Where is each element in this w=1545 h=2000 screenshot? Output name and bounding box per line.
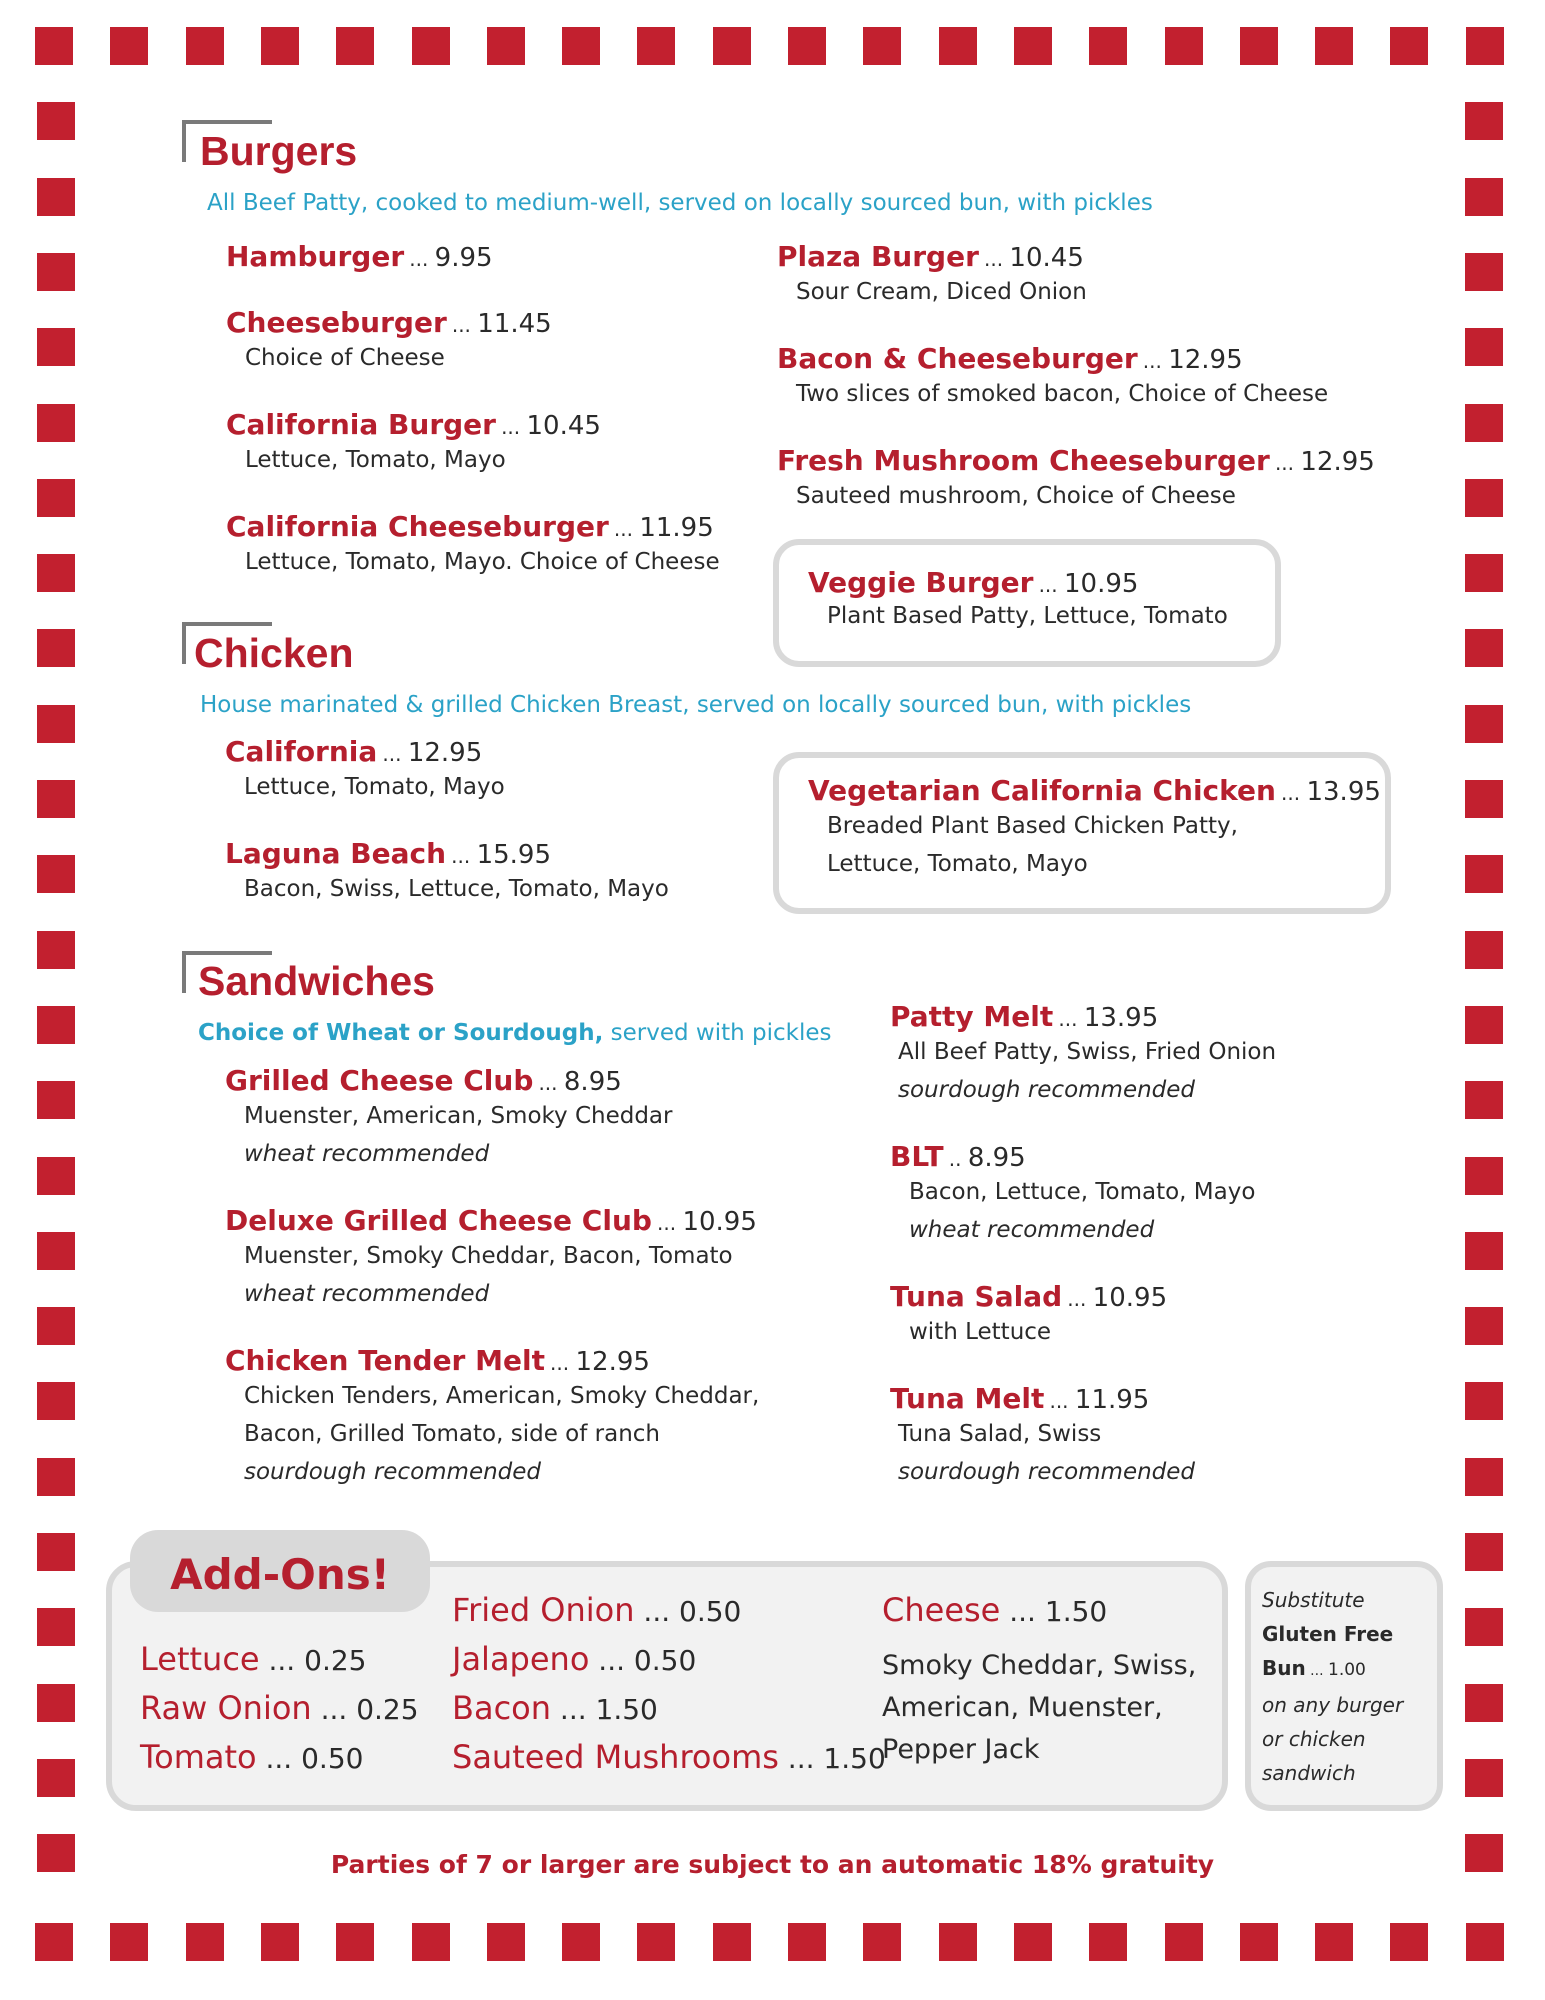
addon-item [452, 1640, 696, 1678]
addon-item [882, 1591, 1107, 1629]
item-dots: ... [538, 1071, 564, 1095]
border-square [37, 1232, 75, 1270]
item-price: 10.95 [1064, 569, 1139, 599]
gf-dots: ... [1305, 1663, 1328, 1679]
border-square [37, 178, 75, 216]
item-name: Tuna Salad [890, 1280, 1063, 1313]
border-square [37, 253, 75, 291]
menu-item [777, 444, 1375, 515]
menu-item [226, 408, 601, 479]
item-name: Hamburger [226, 240, 405, 273]
menu-item [225, 837, 669, 908]
border-square [1465, 1608, 1503, 1646]
border-square [37, 1307, 75, 1345]
border-square [37, 1006, 75, 1044]
addon-dots: ... [778, 1742, 824, 1775]
item-price: 8.95 [563, 1067, 622, 1097]
border-square [939, 1923, 977, 1961]
item-dots: ... [451, 313, 478, 337]
item-price: 12.95 [407, 738, 483, 768]
item-description: Muenster, American, Smoky Cheddar [244, 1103, 673, 1129]
menu-item [225, 1344, 759, 1491]
subtitle-rest: served with pickles [610, 1020, 832, 1046]
border-square [37, 1382, 75, 1420]
gf-line: Substitute [1262, 1588, 1365, 1612]
border-square [1165, 27, 1203, 65]
burgers-section-title: Burgers [200, 128, 358, 174]
addon-price: 0.25 [304, 1644, 367, 1677]
item-price: 10.45 [1009, 243, 1084, 273]
border-square [186, 1923, 224, 1961]
item-name: California Cheeseburger [226, 510, 609, 543]
border-square [863, 1923, 901, 1961]
border-square [713, 27, 751, 65]
border-square [37, 554, 75, 592]
border-square [1465, 705, 1503, 743]
item-dots: ... [1067, 1287, 1093, 1311]
addon-price: 0.25 [356, 1693, 419, 1726]
addon-item [452, 1591, 741, 1629]
item-recommendation: sourdough recommended [244, 1459, 542, 1485]
menu-item [777, 240, 1087, 311]
item-price: 11.95 [639, 513, 714, 543]
item-price: 8.95 [967, 1143, 1026, 1173]
item-dots: ... [409, 247, 435, 271]
addon-name: Tomato [140, 1738, 257, 1776]
addon-price: 1.50 [1044, 1595, 1108, 1628]
border-square [1465, 855, 1503, 893]
menu-item [808, 566, 1228, 633]
item-dots: ... [382, 742, 408, 766]
item-name: Bacon & Cheeseburger [777, 342, 1138, 375]
gf-line: on any burger [1262, 1693, 1404, 1717]
item-dots: .. [948, 1147, 968, 1171]
item-name: Veggie Burger [808, 566, 1034, 599]
border-square [939, 27, 977, 65]
border-square [37, 1081, 75, 1119]
menu-item [225, 1064, 673, 1173]
item-description: Sauteed mushroom, Choice of Cheese [796, 483, 1236, 509]
border-square [637, 27, 675, 65]
border-square [1465, 1157, 1503, 1195]
border-square [37, 1759, 75, 1797]
item-recommendation: wheat recommended [244, 1141, 490, 1167]
border-square [37, 479, 75, 517]
chicken-section-title: Chicken [194, 630, 354, 676]
border-square [186, 27, 224, 65]
item-dots: ... [1281, 781, 1307, 805]
gluten-free-note [1262, 1583, 1403, 1790]
addon-price: 0.50 [301, 1742, 364, 1775]
item-dots: ... [983, 247, 1010, 271]
border-square [37, 780, 75, 818]
addon-name: Bacon [452, 1689, 552, 1727]
item-price: 12.95 [1300, 447, 1375, 477]
border-square [1465, 1759, 1503, 1797]
border-square [1089, 27, 1127, 65]
addon-dots: ... [551, 1693, 596, 1726]
border-square [1465, 1458, 1503, 1496]
item-recommendation: wheat recommended [244, 1281, 490, 1307]
item-description: Choice of Cheese [245, 345, 445, 371]
item-description: with Lettuce [909, 1319, 1052, 1345]
item-name: Fresh Mushroom Cheeseburger [777, 444, 1270, 477]
item-name: Grilled Cheese Club [225, 1064, 534, 1097]
border-square [637, 1923, 675, 1961]
border-square [788, 1923, 826, 1961]
addon-price: 0.50 [679, 1595, 742, 1628]
item-price: 11.95 [1074, 1385, 1150, 1415]
border-square [1465, 1533, 1503, 1571]
item-dots: ... [613, 517, 640, 541]
item-name: BLT [890, 1140, 944, 1173]
border-square [37, 1608, 75, 1646]
gf-price: 1.00 [1328, 1660, 1366, 1680]
addon-dots: ... [311, 1693, 357, 1726]
border-square [1465, 1232, 1503, 1270]
border-square [1465, 253, 1503, 291]
item-price: 10.95 [682, 1207, 757, 1237]
border-square [336, 27, 374, 65]
border-square [37, 1684, 75, 1722]
addon-price: 0.50 [633, 1644, 697, 1677]
item-price: 10.95 [1092, 1283, 1168, 1313]
item-description: Bacon, Lettuce, Tomato, Mayo [909, 1179, 1256, 1205]
border-square [37, 102, 75, 140]
gf-line: sandwich [1262, 1761, 1356, 1785]
addon-price: 1.50 [595, 1693, 658, 1726]
gf-bun-label: Bun [1262, 1656, 1306, 1680]
border-square [1240, 1923, 1278, 1961]
addon-item [140, 1640, 366, 1678]
border-square [1465, 1382, 1503, 1420]
sandwiches-section-title: Sandwiches [198, 958, 435, 1004]
menu-item [890, 1140, 1255, 1249]
border-square [1165, 1923, 1203, 1961]
item-name: Tuna Melt [890, 1382, 1045, 1415]
border-square [1465, 931, 1503, 969]
item-description: Lettuce, Tomato, Mayo. Choice of Cheese [245, 549, 720, 575]
addon-item [452, 1689, 658, 1727]
addon-dots: ... [1000, 1595, 1045, 1628]
addon-item [140, 1738, 363, 1776]
menu-item [890, 1280, 1167, 1351]
item-name: Cheeseburger [226, 306, 447, 339]
addon-dots: ... [589, 1644, 634, 1677]
border-square [487, 1923, 525, 1961]
item-name: Laguna Beach [225, 837, 447, 870]
gratuity-notice: Parties of 7 or larger are subject to an automatic 18% gratuity [330, 1850, 1215, 1879]
border-square [37, 328, 75, 366]
item-description: Lettuce, Tomato, Mayo [245, 447, 506, 473]
item-description: Two slices of smoked bacon, Choice of Cheese [796, 381, 1329, 407]
item-price: 12.95 [575, 1347, 650, 1377]
menu-item [226, 510, 720, 581]
addon-name: Cheese [882, 1591, 1001, 1629]
border-square [1315, 1923, 1353, 1961]
border-square [37, 855, 75, 893]
item-dots: ... [1142, 349, 1169, 373]
border-square [35, 1923, 73, 1961]
border-square [713, 1923, 751, 1961]
addons-title: Add-Ons! [170, 1550, 390, 1599]
menu-item [226, 240, 493, 273]
addon-name: Raw Onion [140, 1689, 312, 1727]
item-name: Plaza Burger [777, 240, 979, 273]
item-description: Lettuce, Tomato, Mayo [244, 774, 505, 800]
border-square [487, 27, 525, 65]
cheese-types-line: Smoky Cheddar, Swiss, [882, 1650, 1197, 1681]
border-square [412, 27, 450, 65]
item-description: Sour Cream, Diced Onion [796, 279, 1087, 305]
item-name: California Burger [226, 408, 496, 441]
border-square [1466, 27, 1504, 65]
item-dots: ... [657, 1211, 683, 1235]
item-name: Deluxe Grilled Cheese Club [225, 1204, 652, 1237]
border-square [1465, 554, 1503, 592]
item-dots: ... [1274, 451, 1301, 475]
menu-item [225, 1204, 757, 1313]
addon-dots: ... [256, 1742, 302, 1775]
border-square [788, 27, 826, 65]
border-square [1466, 1923, 1504, 1961]
menu-item [777, 342, 1328, 413]
item-description: Bacon, Grilled Tomato, side of ranch [244, 1421, 660, 1447]
border-square [35, 27, 73, 65]
border-square [1465, 1684, 1503, 1722]
border-square [412, 1923, 450, 1961]
item-description: Plant Based Patty, Lettuce, Tomato [827, 603, 1228, 629]
item-dots: ... [451, 844, 477, 868]
addon-name: Lettuce [140, 1640, 260, 1678]
item-recommendation: wheat recommended [909, 1217, 1155, 1243]
addon-price: 1.50 [823, 1742, 886, 1775]
addon-item [452, 1738, 886, 1776]
item-price: 13.95 [1083, 1003, 1159, 1033]
border-square [1014, 27, 1052, 65]
border-square [863, 27, 901, 65]
item-recommendation: sourdough recommended [898, 1459, 1196, 1485]
gf-line: or chicken [1262, 1727, 1366, 1751]
item-description: Tuna Salad, Swiss [898, 1421, 1102, 1447]
addon-item [140, 1689, 419, 1727]
border-square [37, 404, 75, 442]
border-square [562, 1923, 600, 1961]
cheese-types [882, 1645, 1196, 1771]
border-square [110, 1923, 148, 1961]
border-square [1240, 27, 1278, 65]
border-square [1390, 1923, 1428, 1961]
item-dots: ... [1058, 1007, 1084, 1031]
border-square [1465, 1081, 1503, 1119]
item-price: 12.95 [1168, 345, 1243, 375]
border-square [562, 27, 600, 65]
border-square [1089, 1923, 1127, 1961]
addon-name: Sauteed Mushrooms [452, 1738, 779, 1776]
sandwiches-section-subtitle [198, 1020, 831, 1046]
menu-item [890, 1000, 1276, 1109]
addon-name: Fried Onion [452, 1591, 635, 1629]
item-price: 13.95 [1306, 777, 1381, 807]
border-square [37, 931, 75, 969]
item-description: All Beef Patty, Swiss, Fried Onion [898, 1039, 1277, 1065]
item-name: California [225, 735, 378, 768]
border-square [37, 705, 75, 743]
cheese-types-line: American, Muenster, [882, 1692, 1163, 1723]
border-square [1465, 479, 1503, 517]
border-square [1465, 404, 1503, 442]
border-square [1465, 1006, 1503, 1044]
item-name: Vegetarian California Chicken [808, 774, 1276, 807]
menu-item [226, 306, 552, 377]
item-price: 9.95 [434, 243, 493, 273]
border-square [1390, 27, 1428, 65]
item-dots: ... [1038, 573, 1065, 597]
addon-name: Jalapeno [452, 1640, 590, 1678]
item-description: Bacon, Swiss, Lettuce, Tomato, Mayo [244, 876, 669, 902]
item-description: Chicken Tenders, American, Smoky Cheddar, [244, 1383, 760, 1409]
subtitle-bold: Choice of Wheat or Sourdough, [198, 1020, 604, 1046]
border-square [1465, 1307, 1503, 1345]
border-square [37, 1157, 75, 1195]
border-square [261, 1923, 299, 1961]
border-square [110, 27, 148, 65]
chicken-section-subtitle: House marinated & grilled Chicken Breast, served on locally sourced bun, with pickles [200, 692, 1192, 718]
item-description: Muenster, Smoky Cheddar, Bacon, Tomato [244, 1243, 733, 1269]
border-square [336, 1923, 374, 1961]
item-dots: ... [1049, 1389, 1075, 1413]
border-square [261, 27, 299, 65]
border-square [1465, 102, 1503, 140]
item-description: Lettuce, Tomato, Mayo [827, 851, 1088, 877]
border-square [1014, 1923, 1052, 1961]
border-square [1465, 178, 1503, 216]
addon-dots: ... [634, 1595, 680, 1628]
border-square [1465, 629, 1503, 667]
item-recommendation: sourdough recommended [898, 1077, 1196, 1103]
gf-line-bold: Gluten Free [1262, 1622, 1394, 1646]
border-square [1315, 27, 1353, 65]
menu-item [808, 774, 1381, 883]
border-square [1465, 780, 1503, 818]
item-name: Chicken Tender Melt [225, 1344, 545, 1377]
border-square [37, 1533, 75, 1571]
item-description: Breaded Plant Based Chicken Patty, [827, 813, 1238, 839]
item-dots: ... [501, 415, 527, 439]
menu-item [225, 735, 505, 806]
cheese-types-line: Pepper Jack [882, 1734, 1040, 1765]
border-square [37, 629, 75, 667]
item-price: 15.95 [476, 840, 552, 870]
menu-item [890, 1382, 1195, 1491]
item-price: 11.45 [477, 309, 552, 339]
item-name: Patty Melt [890, 1000, 1054, 1033]
item-dots: ... [550, 1351, 576, 1375]
burgers-section-subtitle: All Beef Patty, cooked to medium-well, served on locally sourced bun, with pickles [207, 190, 1153, 216]
item-price: 10.45 [526, 411, 601, 441]
addon-dots: ... [259, 1644, 305, 1677]
border-square [1465, 328, 1503, 366]
border-square [37, 1458, 75, 1496]
